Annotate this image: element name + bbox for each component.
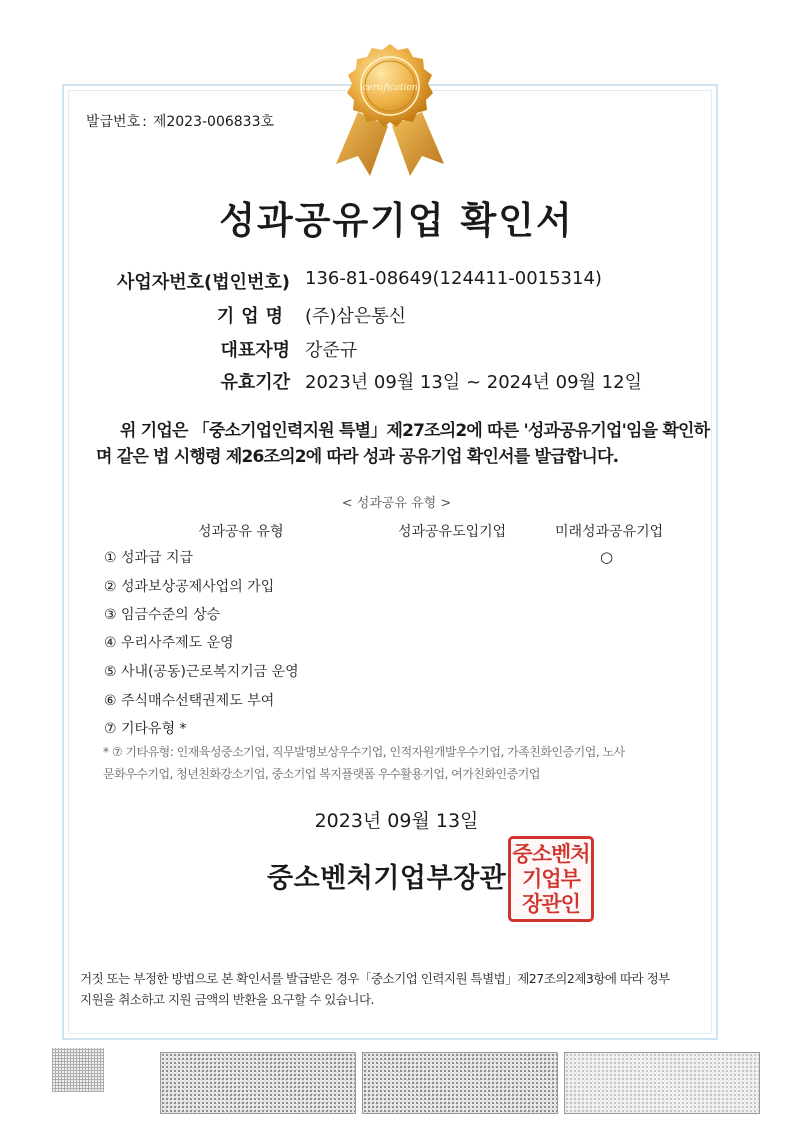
confirmation-statement [96, 418, 710, 470]
validity-period-label: 유효기간 [220, 372, 290, 393]
security-pattern-strip [160, 1052, 356, 1114]
company-name-value: (주)삼은통신 [305, 306, 406, 327]
validity-period-value: 2023년 09월 13일 ~ 2024년 09월 12일 [305, 372, 642, 393]
company-name-row [0, 302, 793, 330]
company-name-label: 기업명 [216, 306, 290, 327]
footnote-line: 문화우수기업, 청년친화강소기업, 중소기업 복지플랫폼 우수활용기업, 여가친화인증기업 [103, 767, 540, 781]
seal-line: 장관인 [522, 891, 580, 916]
statement-line: 위 기업은 「중소기업인력지원 특별」제27조의2에 따른 '성과공유기업'임을 확인하 [120, 421, 710, 441]
business-number-value: 136-81-08649(124411-0015314) [305, 268, 602, 289]
column-header-adopted: 성과공유도입기업 [398, 524, 507, 540]
issue-number-value: 제2023-006833호 [152, 114, 275, 130]
other-types-footnote [103, 741, 683, 785]
type-item: ⑦ 기타유형 * [104, 721, 187, 737]
representative-label: 대표자명 [220, 340, 290, 361]
representative-row [0, 336, 793, 364]
security-pattern-strip [362, 1052, 558, 1114]
issue-number: 발급번호 : 제2023-006833호 [86, 114, 275, 130]
type-item: ② 성과보상공제사업의 가입 [104, 579, 275, 595]
future-sharing-mark: ○ [600, 548, 614, 566]
warning-line: 지원을 취소하고 지원 금액의 반환을 요구할 수 있습니다. [80, 992, 375, 1007]
issue-number-label: 발급번호 [86, 114, 141, 130]
type-item: ⑥ 주식매수선택권제도 부여 [104, 693, 275, 709]
official-seal [508, 836, 594, 922]
column-header-type: 성과공유 유형 [198, 524, 284, 540]
representative-value: 강준규 [305, 340, 358, 361]
type-item: ③ 임금수준의 상승 [104, 607, 221, 623]
medal-text: certification [362, 83, 418, 93]
business-number-row [0, 268, 793, 296]
seal-line: 기업부 [522, 866, 580, 891]
column-header-future: 미래성과공유기업 [555, 524, 664, 540]
warning-line: 거짓 또는 부정한 방법으로 본 확인서를 발급받은 경우「중소기업 인력지원 특별법」제27조의2제3항에 따라 정부 [80, 971, 670, 986]
footnote-line: * ⑦ 기타유형: 인재육성중소기업, 직무발명보상우수기업, 인적자원개발우수기업, 가족친화인증기업, 노사 [103, 745, 625, 759]
security-pattern-mark [52, 1048, 104, 1092]
type-item: ① 성과급 지급 [104, 550, 194, 566]
type-item: ④ 우리사주제도 운영 [104, 635, 234, 651]
certification-medal-icon [330, 42, 450, 178]
validity-period-row [0, 368, 793, 396]
seal-line: 중소벤처 [512, 841, 590, 866]
fraud-warning-notice [80, 968, 700, 1010]
issuer-name: 중소벤처기업부장관 [267, 863, 507, 894]
business-number-label: 사업자번호(법인번호) [117, 272, 290, 293]
statement-line: 며 같은 법 시행령 제26조의2에 따라 성과 공유기업 확인서를 발급합니다. [96, 447, 619, 467]
security-pattern-strip [564, 1052, 760, 1114]
type-item: ⑤ 사내(공동)근로복지기금 운영 [104, 664, 299, 680]
page-title: 성과공유기업 확인서 [219, 199, 574, 242]
types-section-heading: < 성과공유 유형 > [341, 496, 452, 511]
issue-date: 2023년 09월 13일 [314, 810, 479, 832]
